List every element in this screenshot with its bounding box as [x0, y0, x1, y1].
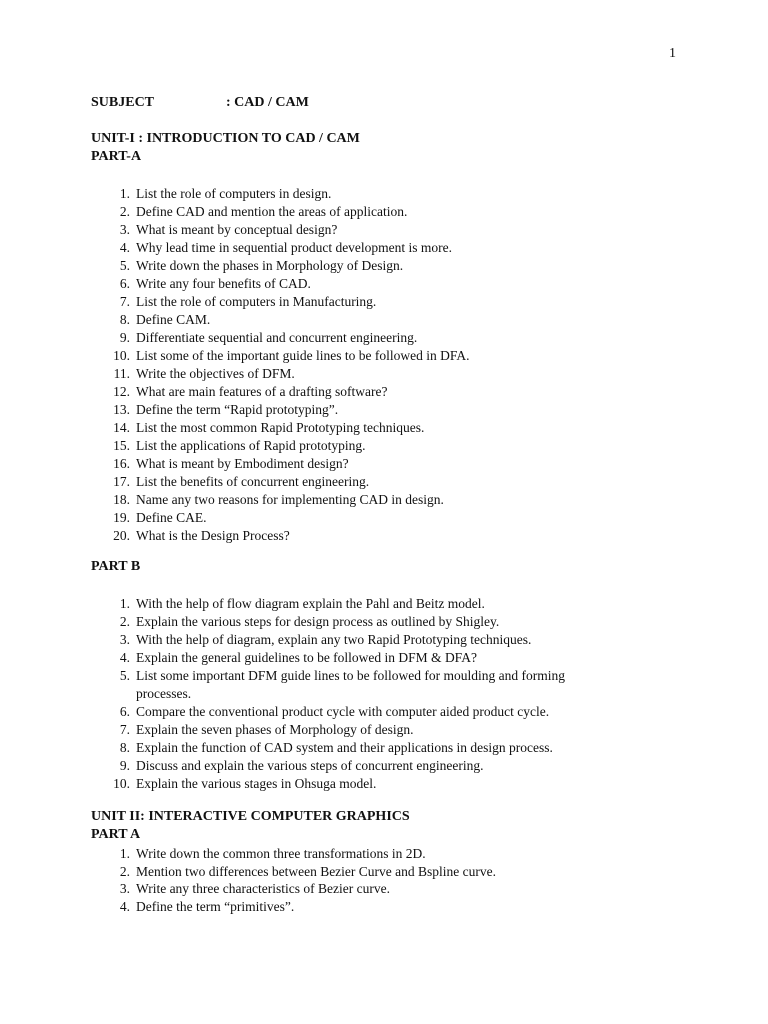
list-item-text: List the most common Rapid Prototyping techniques.: [136, 420, 425, 435]
list-item-text: Define the term “Rapid prototyping”.: [136, 402, 339, 417]
list-item-text: Define CAD and mention the areas of application.: [136, 204, 408, 219]
list-item-number: 6.: [119, 704, 130, 719]
list-item-text: Why lead time in sequential product development is more.: [136, 240, 453, 255]
list-item-text: Write any four benefits of CAD.: [136, 276, 311, 291]
list-item-number: 11.: [113, 366, 130, 381]
list-item-number: 2.: [119, 863, 130, 879]
list-item-text-continued: processes.: [136, 686, 192, 701]
list-item-number: 1.: [119, 596, 130, 611]
list-item-number: 8.: [119, 312, 130, 327]
list-item-number: 7.: [119, 722, 130, 737]
list-item-number: 4.: [119, 240, 130, 255]
list-item-text: List some of the important guide lines to be followed in DFA.: [136, 348, 470, 363]
list-item-text: Define CAM.: [136, 312, 211, 327]
list-item-number: 8.: [119, 740, 130, 755]
list-item-text: Explain the various stages in Ohsuga model.: [136, 776, 377, 791]
list-item-number: 5.: [119, 668, 130, 683]
list-item-number: 14.: [113, 420, 130, 435]
list-item-text: With the help of diagram, explain any two Rapid Prototyping techniques.: [136, 632, 532, 647]
list-item-number: 20.: [113, 528, 130, 543]
list-item-text: What are main features of a drafting software?: [136, 384, 388, 399]
list-item-number: 3.: [119, 881, 130, 896]
list-item-number: 4.: [119, 898, 130, 914]
list-item-number: 12.: [113, 384, 130, 399]
list-item-number: 17.: [113, 474, 130, 489]
list-item-number: 15.: [113, 438, 130, 453]
list-item-number: 19.: [113, 510, 130, 525]
list-item-text: Explain the general guidelines to be followed in DFM & DFA?: [136, 650, 477, 665]
list-item-number: 13.: [113, 402, 130, 417]
list-item-number: 10.: [113, 348, 130, 363]
list-item-number: 2.: [119, 614, 130, 629]
list-item-number: 7.: [119, 294, 130, 309]
list-item-text: Differentiate sequential and concurrent engineering.: [136, 330, 418, 345]
list-item-number: 9.: [119, 758, 130, 773]
list-item-text: Define CAE.: [136, 510, 207, 525]
list-item-number: 5.: [119, 258, 130, 273]
list-item-text: Write any three characteristics of Bezier curve.: [136, 881, 390, 896]
list-item-text: Write down the phases in Morphology of Design.: [136, 258, 404, 273]
unit1-part-b-title: PART B: [91, 559, 141, 574]
list-item-text: List the role of computers in design.: [136, 186, 332, 201]
unit1-title: UNIT-I : INTRODUCTION TO CAD / CAM: [91, 131, 360, 146]
list-item-number: 16.: [113, 456, 130, 471]
list-item-number: 6.: [119, 276, 130, 291]
list-item-number: 1.: [119, 846, 130, 861]
list-item-text: List the role of computers in Manufacturing.: [136, 294, 377, 309]
list-item-text: Define the term “primitives”.: [136, 898, 295, 914]
subject-label: SUBJECT: [91, 95, 155, 110]
list-item-number: 18.: [113, 492, 130, 507]
list-item-text: What is the Design Process?: [136, 528, 290, 543]
list-item-text: Explain the seven phases of Morphology of design.: [136, 722, 414, 737]
list-item-number: 4.: [119, 650, 130, 665]
list-item-number: 9.: [119, 330, 130, 345]
list-item-text: What is meant by conceptual design?: [136, 222, 338, 237]
list-item-number: 3.: [119, 222, 130, 237]
list-item-text: Write down the common three transformations in 2D.: [136, 846, 426, 861]
list-item-text: List the benefits of concurrent engineering.: [136, 474, 370, 489]
list-item-number: 1.: [119, 186, 130, 201]
list-item-text: Explain the various steps for design process as outlined by Shigley.: [136, 614, 500, 629]
subject-value: : CAD / CAM: [226, 95, 309, 110]
page-number: 1: [669, 46, 676, 61]
unit2-part-a-title: PART A: [91, 827, 141, 842]
list-item-text: List the applications of Rapid prototyping.: [136, 438, 366, 453]
list-item-text: With the help of flow diagram explain the Pahl and Beitz model.: [136, 596, 485, 611]
list-item-text: List some important DFM guide lines to be followed for moulding and forming: [136, 668, 565, 683]
list-item-text: Mention two differences between Bezier Curve and Bspline curve.: [136, 863, 497, 879]
list-item-text: Compare the conventional product cycle with computer aided product cycle.: [136, 704, 550, 719]
unit1-part-a-title: PART-A: [91, 149, 142, 164]
list-item-number: 2.: [119, 204, 130, 219]
list-item-text: Explain the function of CAD system and their applications in design process.: [136, 740, 553, 755]
list-item-text: Name any two reasons for implementing CAD in design.: [136, 492, 444, 507]
list-item-text: What is meant by Embodiment design?: [136, 456, 349, 471]
list-item-text: Discuss and explain the various steps of concurrent engineering.: [136, 758, 484, 773]
list-item-number: 3.: [119, 632, 130, 647]
list-item-text: Write the objectives of DFM.: [136, 366, 295, 381]
list-item-number: 10.: [113, 776, 130, 791]
unit2-title: UNIT II: INTERACTIVE COMPUTER GRAPHICS: [91, 809, 410, 824]
